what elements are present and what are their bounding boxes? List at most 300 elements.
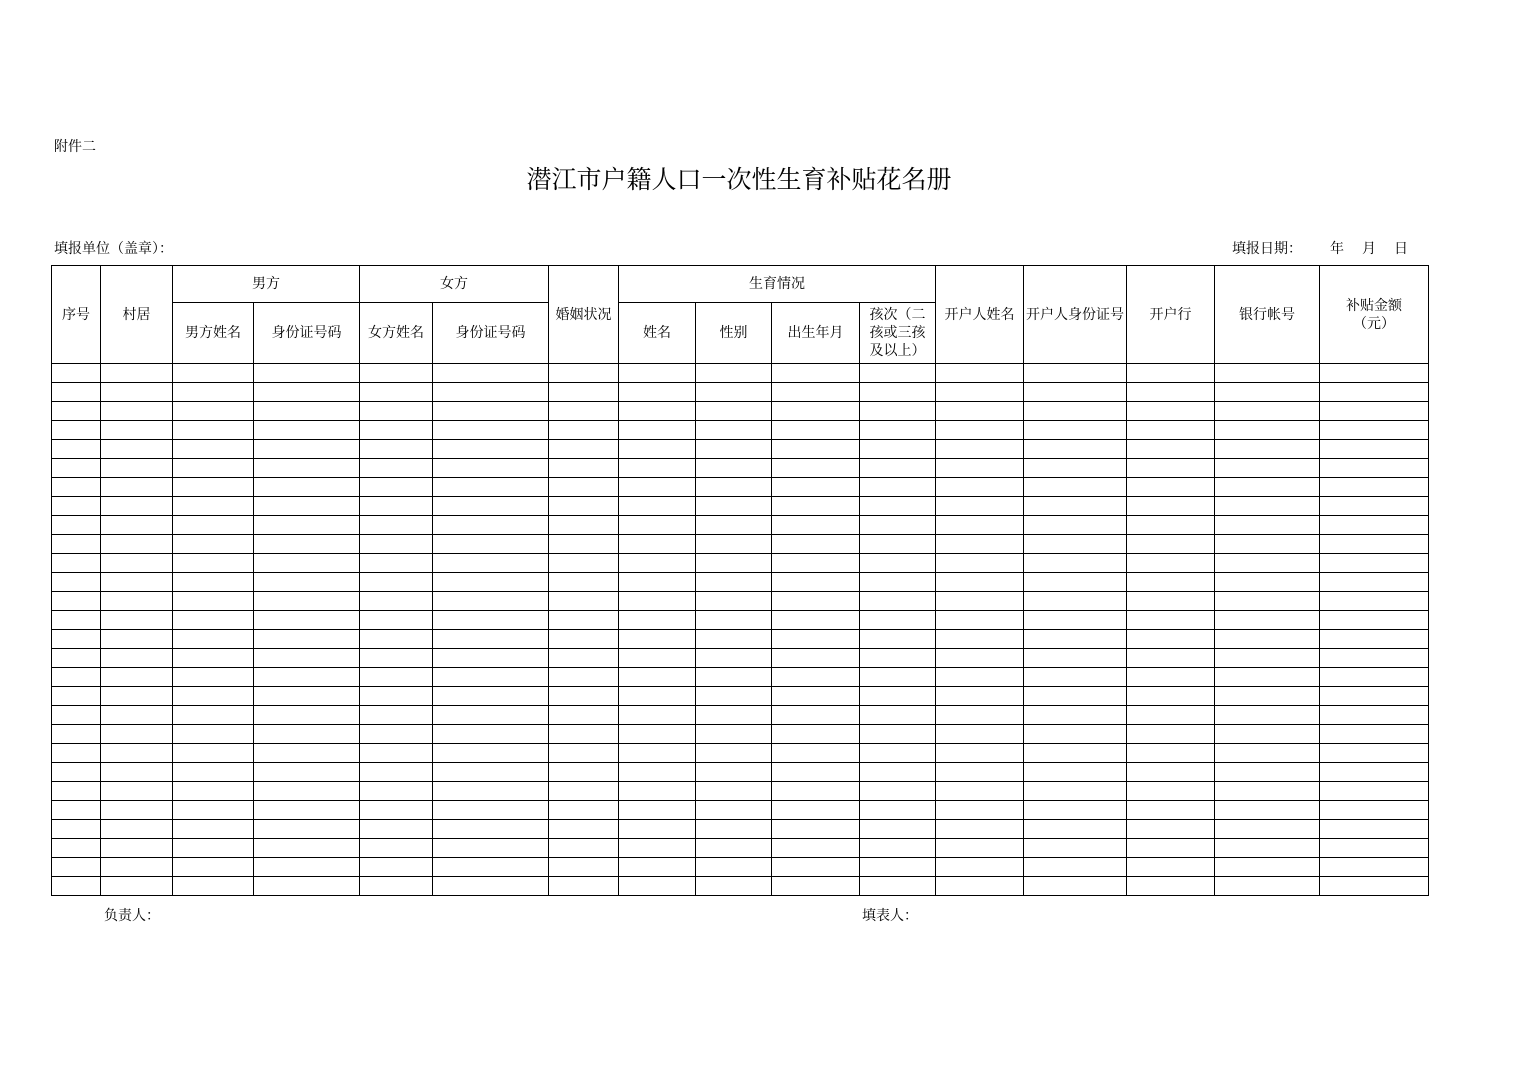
table-cell[interactable] bbox=[772, 383, 860, 402]
table-cell[interactable] bbox=[101, 687, 173, 706]
table-cell[interactable] bbox=[254, 820, 360, 839]
table-cell[interactable] bbox=[1024, 858, 1127, 877]
table-cell[interactable] bbox=[936, 459, 1024, 478]
table-cell[interactable] bbox=[619, 839, 696, 858]
table-cell[interactable] bbox=[860, 402, 936, 421]
table-cell[interactable] bbox=[549, 858, 619, 877]
table-cell[interactable] bbox=[433, 763, 549, 782]
table-cell[interactable] bbox=[360, 877, 433, 896]
table-cell[interactable] bbox=[1320, 459, 1429, 478]
table-cell[interactable] bbox=[772, 573, 860, 592]
table-cell[interactable] bbox=[52, 383, 101, 402]
table-cell[interactable] bbox=[772, 763, 860, 782]
table-cell[interactable] bbox=[52, 839, 101, 858]
table-cell[interactable] bbox=[772, 725, 860, 744]
table-cell[interactable] bbox=[1215, 497, 1320, 516]
table-cell[interactable] bbox=[936, 782, 1024, 801]
table-cell[interactable] bbox=[772, 516, 860, 535]
table-cell[interactable] bbox=[549, 725, 619, 744]
table-cell[interactable] bbox=[619, 459, 696, 478]
table-cell[interactable] bbox=[1215, 763, 1320, 782]
table-cell[interactable] bbox=[254, 516, 360, 535]
table-cell[interactable] bbox=[360, 535, 433, 554]
table-cell[interactable] bbox=[101, 649, 173, 668]
table-cell[interactable] bbox=[1320, 516, 1429, 535]
table-cell[interactable] bbox=[433, 725, 549, 744]
table-cell[interactable] bbox=[173, 611, 254, 630]
table-cell[interactable] bbox=[696, 744, 772, 763]
table-cell[interactable] bbox=[433, 858, 549, 877]
table-cell[interactable] bbox=[696, 801, 772, 820]
table-cell[interactable] bbox=[1024, 440, 1127, 459]
table-cell[interactable] bbox=[101, 820, 173, 839]
table-cell[interactable] bbox=[619, 440, 696, 459]
table-cell[interactable] bbox=[619, 630, 696, 649]
table-cell[interactable] bbox=[1127, 478, 1215, 497]
table-cell[interactable] bbox=[619, 478, 696, 497]
table-cell[interactable] bbox=[619, 611, 696, 630]
table-cell[interactable] bbox=[52, 782, 101, 801]
table-cell[interactable] bbox=[696, 877, 772, 896]
table-cell[interactable] bbox=[696, 820, 772, 839]
table-cell[interactable] bbox=[360, 820, 433, 839]
table-cell[interactable] bbox=[1320, 611, 1429, 630]
table-cell[interactable] bbox=[549, 573, 619, 592]
table-cell[interactable] bbox=[1320, 421, 1429, 440]
table-cell[interactable] bbox=[696, 516, 772, 535]
table-cell[interactable] bbox=[619, 668, 696, 687]
table-cell[interactable] bbox=[1215, 478, 1320, 497]
table-cell[interactable] bbox=[1024, 820, 1127, 839]
table-cell[interactable] bbox=[1320, 497, 1429, 516]
table-cell[interactable] bbox=[52, 858, 101, 877]
table-cell[interactable] bbox=[1215, 725, 1320, 744]
table-cell[interactable] bbox=[1024, 402, 1127, 421]
table-cell[interactable] bbox=[696, 858, 772, 877]
table-cell[interactable] bbox=[696, 402, 772, 421]
table-cell[interactable] bbox=[696, 459, 772, 478]
table-cell[interactable] bbox=[549, 763, 619, 782]
table-cell[interactable] bbox=[1127, 497, 1215, 516]
table-cell[interactable] bbox=[549, 630, 619, 649]
table-cell[interactable] bbox=[696, 573, 772, 592]
table-cell[interactable] bbox=[549, 687, 619, 706]
table-cell[interactable] bbox=[619, 421, 696, 440]
table-cell[interactable] bbox=[696, 839, 772, 858]
table-cell[interactable] bbox=[101, 725, 173, 744]
table-cell[interactable] bbox=[860, 687, 936, 706]
table-cell[interactable] bbox=[1320, 478, 1429, 497]
table-cell[interactable] bbox=[173, 801, 254, 820]
table-cell[interactable] bbox=[1127, 877, 1215, 896]
table-cell[interactable] bbox=[1024, 459, 1127, 478]
table-cell[interactable] bbox=[549, 402, 619, 421]
table-cell[interactable] bbox=[254, 630, 360, 649]
table-cell[interactable] bbox=[1320, 725, 1429, 744]
table-cell[interactable] bbox=[1127, 459, 1215, 478]
table-cell[interactable] bbox=[173, 573, 254, 592]
table-cell[interactable] bbox=[360, 801, 433, 820]
table-cell[interactable] bbox=[360, 668, 433, 687]
table-cell[interactable] bbox=[173, 858, 254, 877]
table-cell[interactable] bbox=[101, 592, 173, 611]
table-cell[interactable] bbox=[860, 554, 936, 573]
table-cell[interactable] bbox=[101, 782, 173, 801]
table-cell[interactable] bbox=[173, 725, 254, 744]
table-cell[interactable] bbox=[1127, 649, 1215, 668]
table-cell[interactable] bbox=[173, 459, 254, 478]
table-cell[interactable] bbox=[1215, 402, 1320, 421]
table-cell[interactable] bbox=[101, 459, 173, 478]
table-cell[interactable] bbox=[173, 554, 254, 573]
table-cell[interactable] bbox=[1024, 611, 1127, 630]
table-cell[interactable] bbox=[936, 421, 1024, 440]
table-cell[interactable] bbox=[549, 744, 619, 763]
table-cell[interactable] bbox=[1320, 858, 1429, 877]
table-cell[interactable] bbox=[173, 383, 254, 402]
table-cell[interactable] bbox=[549, 820, 619, 839]
table-cell[interactable] bbox=[1127, 573, 1215, 592]
table-cell[interactable] bbox=[860, 820, 936, 839]
table-cell[interactable] bbox=[360, 782, 433, 801]
table-cell[interactable] bbox=[52, 706, 101, 725]
table-cell[interactable] bbox=[1215, 383, 1320, 402]
table-cell[interactable] bbox=[860, 383, 936, 402]
table-cell[interactable] bbox=[360, 611, 433, 630]
table-cell[interactable] bbox=[173, 364, 254, 383]
table-cell[interactable] bbox=[619, 554, 696, 573]
table-cell[interactable] bbox=[52, 554, 101, 573]
table-cell[interactable] bbox=[101, 630, 173, 649]
table-cell[interactable] bbox=[254, 573, 360, 592]
table-cell[interactable] bbox=[1215, 364, 1320, 383]
table-cell[interactable] bbox=[101, 402, 173, 421]
table-cell[interactable] bbox=[360, 383, 433, 402]
table-cell[interactable] bbox=[101, 364, 173, 383]
table-cell[interactable] bbox=[254, 763, 360, 782]
table-cell[interactable] bbox=[1320, 687, 1429, 706]
table-cell[interactable] bbox=[549, 611, 619, 630]
table-cell[interactable] bbox=[772, 402, 860, 421]
table-cell[interactable] bbox=[173, 782, 254, 801]
table-cell[interactable] bbox=[254, 668, 360, 687]
table-cell[interactable] bbox=[1127, 592, 1215, 611]
table-cell[interactable] bbox=[936, 497, 1024, 516]
table-cell[interactable] bbox=[1215, 877, 1320, 896]
table-cell[interactable] bbox=[619, 592, 696, 611]
table-cell[interactable] bbox=[619, 801, 696, 820]
table-cell[interactable] bbox=[860, 839, 936, 858]
table-cell[interactable] bbox=[433, 630, 549, 649]
table-cell[interactable] bbox=[360, 421, 433, 440]
table-cell[interactable] bbox=[1215, 839, 1320, 858]
table-cell[interactable] bbox=[696, 478, 772, 497]
table-cell[interactable] bbox=[772, 801, 860, 820]
table-cell[interactable] bbox=[1320, 402, 1429, 421]
table-cell[interactable] bbox=[1127, 630, 1215, 649]
table-cell[interactable] bbox=[772, 535, 860, 554]
table-cell[interactable] bbox=[936, 725, 1024, 744]
table-cell[interactable] bbox=[52, 611, 101, 630]
table-cell[interactable] bbox=[173, 839, 254, 858]
table-cell[interactable] bbox=[101, 744, 173, 763]
table-cell[interactable] bbox=[1024, 383, 1127, 402]
table-cell[interactable] bbox=[433, 782, 549, 801]
table-cell[interactable] bbox=[360, 858, 433, 877]
table-cell[interactable] bbox=[549, 801, 619, 820]
table-cell[interactable] bbox=[360, 763, 433, 782]
table-cell[interactable] bbox=[549, 364, 619, 383]
table-cell[interactable] bbox=[696, 383, 772, 402]
table-cell[interactable] bbox=[52, 440, 101, 459]
table-cell[interactable] bbox=[1024, 782, 1127, 801]
table-cell[interactable] bbox=[1127, 763, 1215, 782]
table-cell[interactable] bbox=[772, 877, 860, 896]
table-cell[interactable] bbox=[360, 554, 433, 573]
table-cell[interactable] bbox=[1024, 668, 1127, 687]
table-cell[interactable] bbox=[52, 763, 101, 782]
table-cell[interactable] bbox=[173, 744, 254, 763]
table-cell[interactable] bbox=[1127, 687, 1215, 706]
table-cell[interactable] bbox=[101, 478, 173, 497]
table-cell[interactable] bbox=[433, 649, 549, 668]
table-cell[interactable] bbox=[936, 858, 1024, 877]
table-cell[interactable] bbox=[1215, 801, 1320, 820]
table-cell[interactable] bbox=[101, 421, 173, 440]
table-cell[interactable] bbox=[360, 573, 433, 592]
table-cell[interactable] bbox=[1320, 630, 1429, 649]
table-cell[interactable] bbox=[254, 858, 360, 877]
table-cell[interactable] bbox=[619, 725, 696, 744]
table-cell[interactable] bbox=[1320, 649, 1429, 668]
table-cell[interactable] bbox=[1215, 744, 1320, 763]
table-cell[interactable] bbox=[173, 592, 254, 611]
table-cell[interactable] bbox=[619, 649, 696, 668]
table-cell[interactable] bbox=[696, 763, 772, 782]
table-cell[interactable] bbox=[860, 782, 936, 801]
table-cell[interactable] bbox=[52, 497, 101, 516]
table-cell[interactable] bbox=[52, 592, 101, 611]
table-cell[interactable] bbox=[619, 516, 696, 535]
table-cell[interactable] bbox=[1320, 592, 1429, 611]
table-cell[interactable] bbox=[1127, 611, 1215, 630]
table-cell[interactable] bbox=[433, 744, 549, 763]
table-cell[interactable] bbox=[254, 440, 360, 459]
table-cell[interactable] bbox=[52, 668, 101, 687]
table-cell[interactable] bbox=[696, 782, 772, 801]
table-cell[interactable] bbox=[860, 725, 936, 744]
table-cell[interactable] bbox=[1024, 421, 1127, 440]
table-cell[interactable] bbox=[1215, 421, 1320, 440]
table-cell[interactable] bbox=[173, 630, 254, 649]
table-cell[interactable] bbox=[549, 782, 619, 801]
table-cell[interactable] bbox=[936, 592, 1024, 611]
table-cell[interactable] bbox=[696, 364, 772, 383]
table-cell[interactable] bbox=[1215, 782, 1320, 801]
table-cell[interactable] bbox=[619, 858, 696, 877]
table-cell[interactable] bbox=[549, 383, 619, 402]
table-cell[interactable] bbox=[1127, 744, 1215, 763]
table-cell[interactable] bbox=[433, 402, 549, 421]
table-cell[interactable] bbox=[360, 402, 433, 421]
table-cell[interactable] bbox=[52, 877, 101, 896]
table-cell[interactable] bbox=[1215, 440, 1320, 459]
table-cell[interactable] bbox=[254, 383, 360, 402]
table-cell[interactable] bbox=[1320, 877, 1429, 896]
table-cell[interactable] bbox=[936, 820, 1024, 839]
table-cell[interactable] bbox=[101, 611, 173, 630]
table-cell[interactable] bbox=[696, 497, 772, 516]
table-cell[interactable] bbox=[1215, 592, 1320, 611]
table-cell[interactable] bbox=[1320, 744, 1429, 763]
table-cell[interactable] bbox=[860, 877, 936, 896]
table-cell[interactable] bbox=[1320, 763, 1429, 782]
table-cell[interactable] bbox=[619, 402, 696, 421]
table-cell[interactable] bbox=[254, 839, 360, 858]
table-cell[interactable] bbox=[433, 478, 549, 497]
table-cell[interactable] bbox=[52, 459, 101, 478]
table-cell[interactable] bbox=[433, 554, 549, 573]
table-cell[interactable] bbox=[936, 877, 1024, 896]
table-cell[interactable] bbox=[1215, 820, 1320, 839]
table-cell[interactable] bbox=[360, 687, 433, 706]
table-cell[interactable] bbox=[1127, 706, 1215, 725]
table-cell[interactable] bbox=[1320, 573, 1429, 592]
table-cell[interactable] bbox=[433, 839, 549, 858]
table-cell[interactable] bbox=[772, 839, 860, 858]
table-cell[interactable] bbox=[1024, 801, 1127, 820]
table-cell[interactable] bbox=[549, 668, 619, 687]
table-cell[interactable] bbox=[772, 497, 860, 516]
table-cell[interactable] bbox=[1024, 839, 1127, 858]
table-cell[interactable] bbox=[254, 801, 360, 820]
table-cell[interactable] bbox=[772, 421, 860, 440]
table-cell[interactable] bbox=[619, 820, 696, 839]
table-cell[interactable] bbox=[860, 497, 936, 516]
table-cell[interactable] bbox=[619, 706, 696, 725]
table-cell[interactable] bbox=[860, 516, 936, 535]
table-cell[interactable] bbox=[1320, 440, 1429, 459]
table-cell[interactable] bbox=[549, 706, 619, 725]
table-cell[interactable] bbox=[52, 744, 101, 763]
table-cell[interactable] bbox=[433, 706, 549, 725]
table-cell[interactable] bbox=[619, 573, 696, 592]
table-cell[interactable] bbox=[1320, 364, 1429, 383]
table-cell[interactable] bbox=[1320, 668, 1429, 687]
table-cell[interactable] bbox=[696, 592, 772, 611]
table-cell[interactable] bbox=[936, 383, 1024, 402]
table-cell[interactable] bbox=[549, 592, 619, 611]
table-cell[interactable] bbox=[254, 535, 360, 554]
table-cell[interactable] bbox=[360, 725, 433, 744]
table-cell[interactable] bbox=[433, 383, 549, 402]
table-cell[interactable] bbox=[173, 668, 254, 687]
table-cell[interactable] bbox=[696, 630, 772, 649]
table-cell[interactable] bbox=[772, 364, 860, 383]
table-cell[interactable] bbox=[1024, 592, 1127, 611]
table-cell[interactable] bbox=[1127, 364, 1215, 383]
table-cell[interactable] bbox=[360, 592, 433, 611]
table-cell[interactable] bbox=[360, 744, 433, 763]
table-cell[interactable] bbox=[619, 687, 696, 706]
table-cell[interactable] bbox=[1024, 706, 1127, 725]
table-cell[interactable] bbox=[433, 421, 549, 440]
table-cell[interactable] bbox=[1215, 706, 1320, 725]
table-cell[interactable] bbox=[696, 421, 772, 440]
table-cell[interactable] bbox=[696, 611, 772, 630]
table-cell[interactable] bbox=[696, 535, 772, 554]
table-cell[interactable] bbox=[936, 402, 1024, 421]
table-cell[interactable] bbox=[101, 763, 173, 782]
table-cell[interactable] bbox=[52, 820, 101, 839]
table-cell[interactable] bbox=[1024, 497, 1127, 516]
table-cell[interactable] bbox=[1024, 877, 1127, 896]
table-cell[interactable] bbox=[360, 478, 433, 497]
table-cell[interactable] bbox=[1127, 554, 1215, 573]
table-cell[interactable] bbox=[772, 687, 860, 706]
table-cell[interactable] bbox=[254, 459, 360, 478]
table-cell[interactable] bbox=[549, 877, 619, 896]
table-cell[interactable] bbox=[52, 402, 101, 421]
table-cell[interactable] bbox=[101, 668, 173, 687]
table-cell[interactable] bbox=[1215, 554, 1320, 573]
table-cell[interactable] bbox=[101, 858, 173, 877]
table-cell[interactable] bbox=[52, 535, 101, 554]
table-cell[interactable] bbox=[549, 839, 619, 858]
table-cell[interactable] bbox=[101, 497, 173, 516]
table-cell[interactable] bbox=[772, 668, 860, 687]
table-cell[interactable] bbox=[1024, 725, 1127, 744]
table-cell[interactable] bbox=[772, 440, 860, 459]
table-cell[interactable] bbox=[1127, 668, 1215, 687]
table-cell[interactable] bbox=[1024, 744, 1127, 763]
table-cell[interactable] bbox=[619, 535, 696, 554]
table-cell[interactable] bbox=[860, 801, 936, 820]
table-cell[interactable] bbox=[772, 782, 860, 801]
table-cell[interactable] bbox=[1215, 535, 1320, 554]
table-cell[interactable] bbox=[1024, 516, 1127, 535]
table-cell[interactable] bbox=[254, 554, 360, 573]
table-cell[interactable] bbox=[696, 668, 772, 687]
table-cell[interactable] bbox=[433, 364, 549, 383]
table-cell[interactable] bbox=[254, 364, 360, 383]
table-cell[interactable] bbox=[549, 554, 619, 573]
table-cell[interactable] bbox=[772, 820, 860, 839]
table-cell[interactable] bbox=[1024, 649, 1127, 668]
table-cell[interactable] bbox=[101, 440, 173, 459]
table-cell[interactable] bbox=[254, 402, 360, 421]
table-cell[interactable] bbox=[254, 687, 360, 706]
table-cell[interactable] bbox=[1127, 782, 1215, 801]
table-cell[interactable] bbox=[1127, 535, 1215, 554]
table-cell[interactable] bbox=[433, 877, 549, 896]
table-cell[interactable] bbox=[1127, 820, 1215, 839]
table-cell[interactable] bbox=[1127, 516, 1215, 535]
table-cell[interactable] bbox=[101, 383, 173, 402]
table-cell[interactable] bbox=[1024, 478, 1127, 497]
table-cell[interactable] bbox=[254, 421, 360, 440]
table-cell[interactable] bbox=[254, 744, 360, 763]
table-cell[interactable] bbox=[1215, 858, 1320, 877]
table-cell[interactable] bbox=[433, 573, 549, 592]
table-cell[interactable] bbox=[936, 687, 1024, 706]
table-cell[interactable] bbox=[433, 592, 549, 611]
table-cell[interactable] bbox=[772, 478, 860, 497]
table-cell[interactable] bbox=[619, 744, 696, 763]
table-cell[interactable] bbox=[360, 630, 433, 649]
table-cell[interactable] bbox=[173, 877, 254, 896]
table-cell[interactable] bbox=[696, 687, 772, 706]
